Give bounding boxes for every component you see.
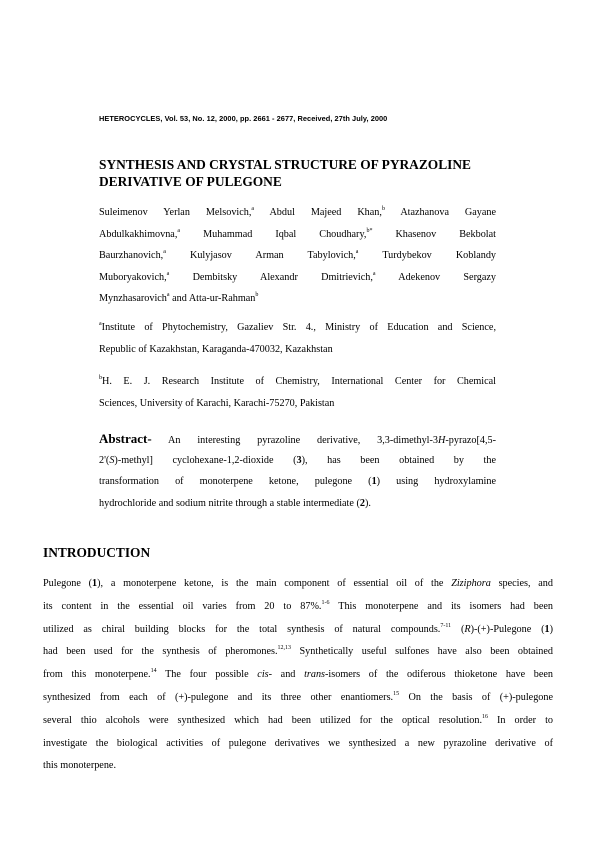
affiliation-mark: a xyxy=(99,321,102,327)
abstract-heading: Abstract- xyxy=(99,431,152,446)
author-affiliation-mark: a xyxy=(166,270,170,277)
author-affiliation-mark: a xyxy=(177,227,181,234)
author-name: Abdul Majeed Khan xyxy=(269,207,380,218)
author-line-5: Mynzhasarovich$^a$ and Atta-ur-Rahman$^b$ xyxy=(99,292,259,304)
intro-line: utilized as chiral building blocks for the total synthesis of natural compounds.$^{7-11}$ (R)-(+)-Pulegone (1) xyxy=(43,622,554,635)
author-affiliation-mark: a xyxy=(355,249,359,255)
intro-line: several thio alcohols were synthesized which had been utilized for the optical resolution.$^{16}$ In order to xyxy=(43,713,553,726)
intro-line: investigate the biological activities of pulegone derivatives we synthesized a new pyrazoline derivative of xyxy=(43,737,553,749)
intro-line: Pulegone (1), a monoterpene ketone, is the main component of essential oil of the Ziziphora species, and xyxy=(43,578,553,589)
intro-line: synthesized from each of (+)-pulegone and its three other enantiomers.$^{15}$ On the basis of (+)-pulegone xyxy=(43,690,553,703)
author-name: Muhammad Iqbal Choudhary xyxy=(203,228,364,240)
author-line-2: Abdulkakhimovna,$^a$ Muhammad Iqbal Choudhary,$^{b*}$ Khasenov Bekbolat xyxy=(99,227,496,240)
intro-line: had been used for the synthesis of pheromones.$^{12,13}$ Synthetically useful sulfones have also been obtained xyxy=(43,645,553,658)
author-affiliation-mark: a xyxy=(372,270,376,277)
affiliation-b: $^b$H. E. J. Research Institute of Chemistry, International Center for Chemical Sciences, University of Karachi, Karachi-75270, Pakistan xyxy=(99,375,496,409)
section-heading-introduction: INTRODUCTION xyxy=(43,545,151,560)
intro-line: this monoterpene. xyxy=(43,760,116,772)
author-affiliation-mark: b* xyxy=(366,227,373,234)
author-name: Suleimenov Yerlan Melsovich xyxy=(99,207,249,218)
author-affiliation-mark: a xyxy=(166,292,170,298)
introduction-body xyxy=(43,573,553,778)
author-affiliation-mark: a xyxy=(251,206,255,212)
author-name: Atta-ur-Rahman xyxy=(188,293,256,304)
author-line-1: Suleimenov Yerlan Melsovich,$^a$ Abdul Majeed Khan,$^b$ Atazhanova Gayane xyxy=(99,206,497,218)
abstract: Abstract- An interesting pyrazoline derivative, 3,3-dimethyl-3H-pyrazo[4,5- 2'(S)-methyl] cyclohexane-1,2-dioxide (3), has been obtained by the transformation of monoterpene ketone, pulegone (1) using hydroxylamine hydrochloride and sodium nitrite through a stable intermediate (2). xyxy=(99,431,496,509)
author-line-3: Baurzhanovich,$^a$ Kulyjasov Arman Tabylovich,$^a$ Turdybekov Koblandy xyxy=(99,249,497,261)
affiliation-mark: b xyxy=(99,375,102,381)
paper-title-line-2: DERIVATIVE OF PULEGONE xyxy=(99,174,282,189)
author-name: Dembitsky Alexandr Dmitrievich xyxy=(192,271,371,283)
author-name: Kulyjasov Arman Tabylovich xyxy=(189,250,354,261)
author-affiliation-mark: a xyxy=(163,249,166,255)
author-list xyxy=(99,202,496,310)
author-affiliation-mark: b xyxy=(255,292,259,298)
author-line-4: Muboryakovich,$^a$ Dembitsky Alexandr Dmitrievich,$^a$ Adekenov Sergazy xyxy=(99,270,497,283)
journal-citation: HETEROCYCLES, Vol. 53, No. 12, 2000, pp. 2661 - 2677, Received, 27th July, 2000 xyxy=(99,114,388,123)
intro-line: its content in the essential oil varies from 20 to 87%.$^{1-6}$ This monoterpene and its isomers had been xyxy=(43,599,553,612)
intro-line: from this monoterpene.$^{14}$ The four possible cis- and trans-isomers of the odiferous thioketone have been xyxy=(43,668,554,681)
paper-title-line-1: SYNTHESIS AND CRYSTAL STRUCTURE OF PYRAZOLINE xyxy=(99,157,471,172)
paper-title xyxy=(99,156,519,190)
author-affiliation-mark: b xyxy=(381,206,385,212)
affiliation-a: $^a$Institute of Phytochemistry, Gazaliev Str. 4., Ministry of Education and Science, Republic of Kazakhstan, Karaganda-470032, Kazakhstan xyxy=(99,321,496,355)
